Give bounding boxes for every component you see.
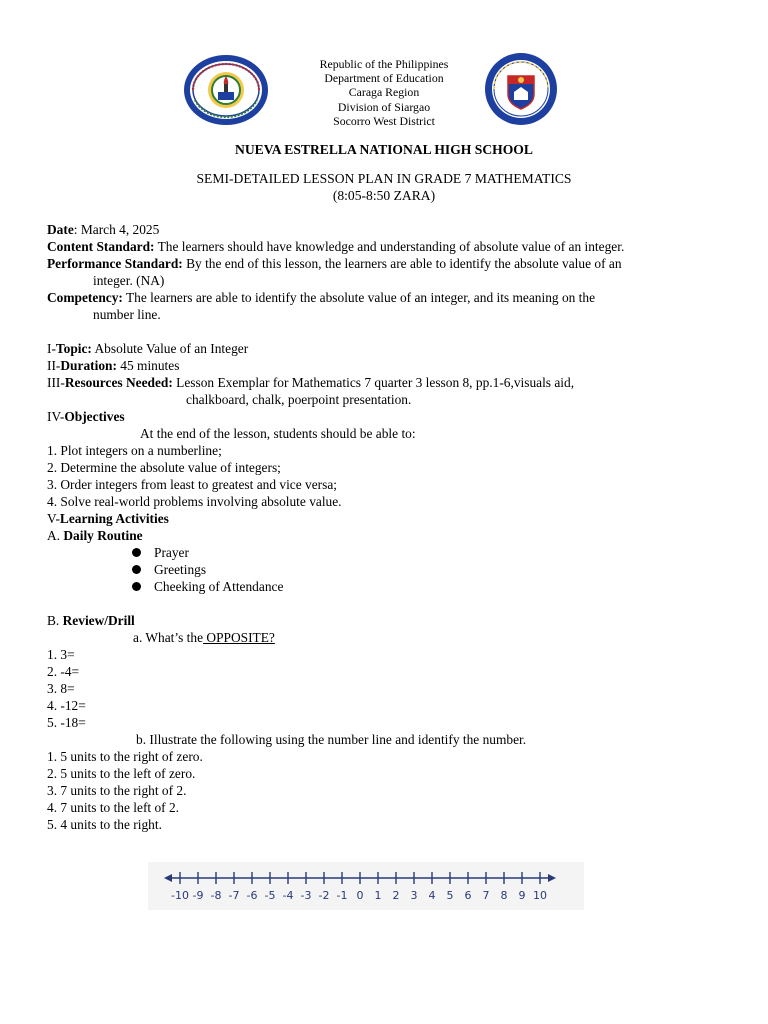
date-label: Date bbox=[47, 222, 74, 237]
objective-item: 2. Determine the absolute value of integers; bbox=[47, 460, 281, 475]
resources-value: Lesson Exemplar for Mathematics 7 quarter 3 lesson 8, pp.1-6,visuals aid, bbox=[172, 375, 575, 390]
duration-prefix: II- bbox=[47, 358, 61, 373]
plan-title: SEMI-DETAILED LESSON PLAN IN GRADE 7 MATHEMATICS bbox=[196, 171, 572, 186]
performance-standard-value: By the end of this lesson, the learners are able to identify the absolute value of an bbox=[182, 256, 622, 271]
number-line-tick-label: 10 bbox=[533, 889, 547, 902]
opposite-item: 3. 8= bbox=[47, 681, 75, 696]
number-line-tick-label: -5 bbox=[264, 889, 276, 902]
opposite-item: 1. 3= bbox=[47, 647, 75, 662]
duration-line bbox=[47, 357, 737, 374]
number-line-figure bbox=[148, 862, 584, 910]
number-line-tick-label: 5 bbox=[446, 889, 454, 902]
arrow-right-icon bbox=[548, 874, 556, 882]
performance-standard-cont: integer. (NA) bbox=[93, 273, 165, 288]
daily-routine-list bbox=[47, 544, 737, 595]
deped-seal-logo bbox=[484, 52, 558, 126]
opposite-prompt-prefix: a. What’s the bbox=[133, 630, 204, 645]
number-line-tick-label: -1 bbox=[336, 889, 348, 902]
content-standard-value: The learners should have knowledge and understanding of absolute value of an integer. bbox=[154, 239, 625, 254]
header-line-republic: Republic of the Philippines bbox=[319, 57, 449, 71]
number-line-tick-label: -8 bbox=[210, 889, 222, 902]
header-line-region: Caraga Region bbox=[348, 85, 420, 100]
topic-value: Absolute Value of an Integer bbox=[91, 341, 249, 356]
list-item: Cheeking of Attendance bbox=[132, 578, 737, 595]
topic-line bbox=[47, 340, 737, 357]
duration-value: 45 minutes bbox=[116, 358, 180, 373]
objective-item: 3. Order integers from least to greatest and vice versa; bbox=[47, 477, 338, 492]
number-line-tick-label: 1 bbox=[374, 889, 382, 902]
number-line-tick-label: 9 bbox=[518, 889, 526, 902]
learning-activities-heading bbox=[47, 510, 737, 527]
competency-value: The learners are able to identify the absolute value of an integer, and its meaning on the bbox=[122, 290, 596, 305]
number-line-tick-label: -10 bbox=[171, 889, 189, 902]
header-line-division: Division of Siargao bbox=[337, 99, 431, 114]
competency-cont: number line. bbox=[93, 307, 161, 322]
content-standard-label: Content Standard: bbox=[47, 239, 155, 254]
objectives-intro: At the end of the lesson, students should be able to: bbox=[140, 426, 416, 441]
date-value: : March 4, 2025 bbox=[73, 222, 160, 237]
number-line-prompt: b. Illustrate the following using the number line and identify the number. bbox=[136, 732, 527, 747]
opposite-item: 2. -4= bbox=[47, 664, 80, 679]
objective-item: 1. Plot integers on a numberline; bbox=[47, 443, 222, 458]
number-line-item: 4. 7 units to the left of 2. bbox=[47, 800, 180, 815]
topic-label: Topic: bbox=[55, 341, 92, 356]
government-header bbox=[284, 57, 484, 128]
review-prefix: B. bbox=[47, 613, 63, 628]
number-line-tick-label: 6 bbox=[464, 889, 472, 902]
number-line-tick-label: 0 bbox=[356, 889, 364, 902]
competency-line bbox=[47, 289, 737, 306]
school-seal-logo bbox=[183, 54, 269, 126]
opposite-item: 4. -12= bbox=[47, 698, 86, 713]
header-line-district: Socorro West District bbox=[333, 113, 435, 128]
number-line-tick-label: 8 bbox=[500, 889, 508, 902]
daily-routine-prefix: A. bbox=[47, 528, 64, 543]
number-line-item: 2. 5 units to the left of zero. bbox=[47, 766, 196, 781]
number-line-tick-label: 2 bbox=[392, 889, 400, 902]
learning-label: Learning Activities bbox=[59, 511, 169, 526]
resources-prefix: III- bbox=[47, 375, 65, 390]
header-line-department: Department of Education bbox=[324, 71, 444, 86]
number-line-tick-label: -3 bbox=[300, 889, 312, 902]
duration-label: Duration: bbox=[60, 358, 117, 373]
objectives-label: Objectives bbox=[64, 409, 125, 424]
number-line-item: 3. 7 units to the right of 2. bbox=[47, 783, 187, 798]
daily-routine-label: Daily Routine bbox=[63, 528, 143, 543]
opposite-prompt bbox=[47, 629, 737, 646]
performance-standard-label: Performance Standard: bbox=[47, 256, 183, 271]
list-item: Greetings bbox=[132, 561, 737, 578]
number-line-tick-label: -7 bbox=[228, 889, 240, 902]
review-drill-heading bbox=[47, 612, 737, 629]
review-label: Review/Drill bbox=[62, 613, 135, 628]
objectives-heading bbox=[47, 408, 737, 425]
number-line-tick-label: -4 bbox=[282, 889, 294, 902]
daily-routine-heading bbox=[47, 527, 737, 544]
number-line-tick-label: -9 bbox=[192, 889, 204, 902]
number-line-tick-label: 4 bbox=[428, 889, 436, 902]
number-line bbox=[148, 862, 584, 910]
number-line-tick-label: 7 bbox=[482, 889, 490, 902]
number-line-tick-label: 3 bbox=[410, 889, 418, 902]
learning-prefix: V- bbox=[47, 511, 60, 526]
number-line-tick-label: -6 bbox=[246, 889, 258, 902]
performance-standard-line bbox=[47, 255, 737, 272]
lesson-body bbox=[47, 221, 737, 833]
objective-item: 4. Solve real-world problems involving absolute value. bbox=[47, 494, 342, 509]
plan-time: (8:05-8:50 ZARA) bbox=[332, 188, 436, 203]
objectives-prefix: IV- bbox=[47, 409, 65, 424]
resources-label: Resources Needed: bbox=[64, 375, 173, 390]
number-line-item: 5. 4 units to the right. bbox=[47, 817, 162, 832]
resources-line bbox=[47, 374, 737, 391]
topic-prefix: I- bbox=[47, 341, 56, 356]
number-line-tick-label: -2 bbox=[318, 889, 330, 902]
opposite-word: OPPOSITE? bbox=[203, 630, 275, 645]
resources-cont: chalkboard, chalk, poerpoint presentation. bbox=[186, 392, 412, 407]
date-line bbox=[47, 221, 737, 238]
opposite-item: 5. -18= bbox=[47, 715, 86, 730]
plan-title-block bbox=[0, 170, 768, 204]
list-item: Prayer bbox=[132, 544, 737, 561]
content-standard-line bbox=[47, 238, 737, 255]
arrow-left-icon bbox=[164, 874, 172, 882]
competency-label: Competency: bbox=[47, 290, 123, 305]
number-line-item: 1. 5 units to the right of zero. bbox=[47, 749, 203, 764]
school-name: NUEVA ESTRELLA NATIONAL HIGH SCHOOL bbox=[235, 142, 533, 157]
